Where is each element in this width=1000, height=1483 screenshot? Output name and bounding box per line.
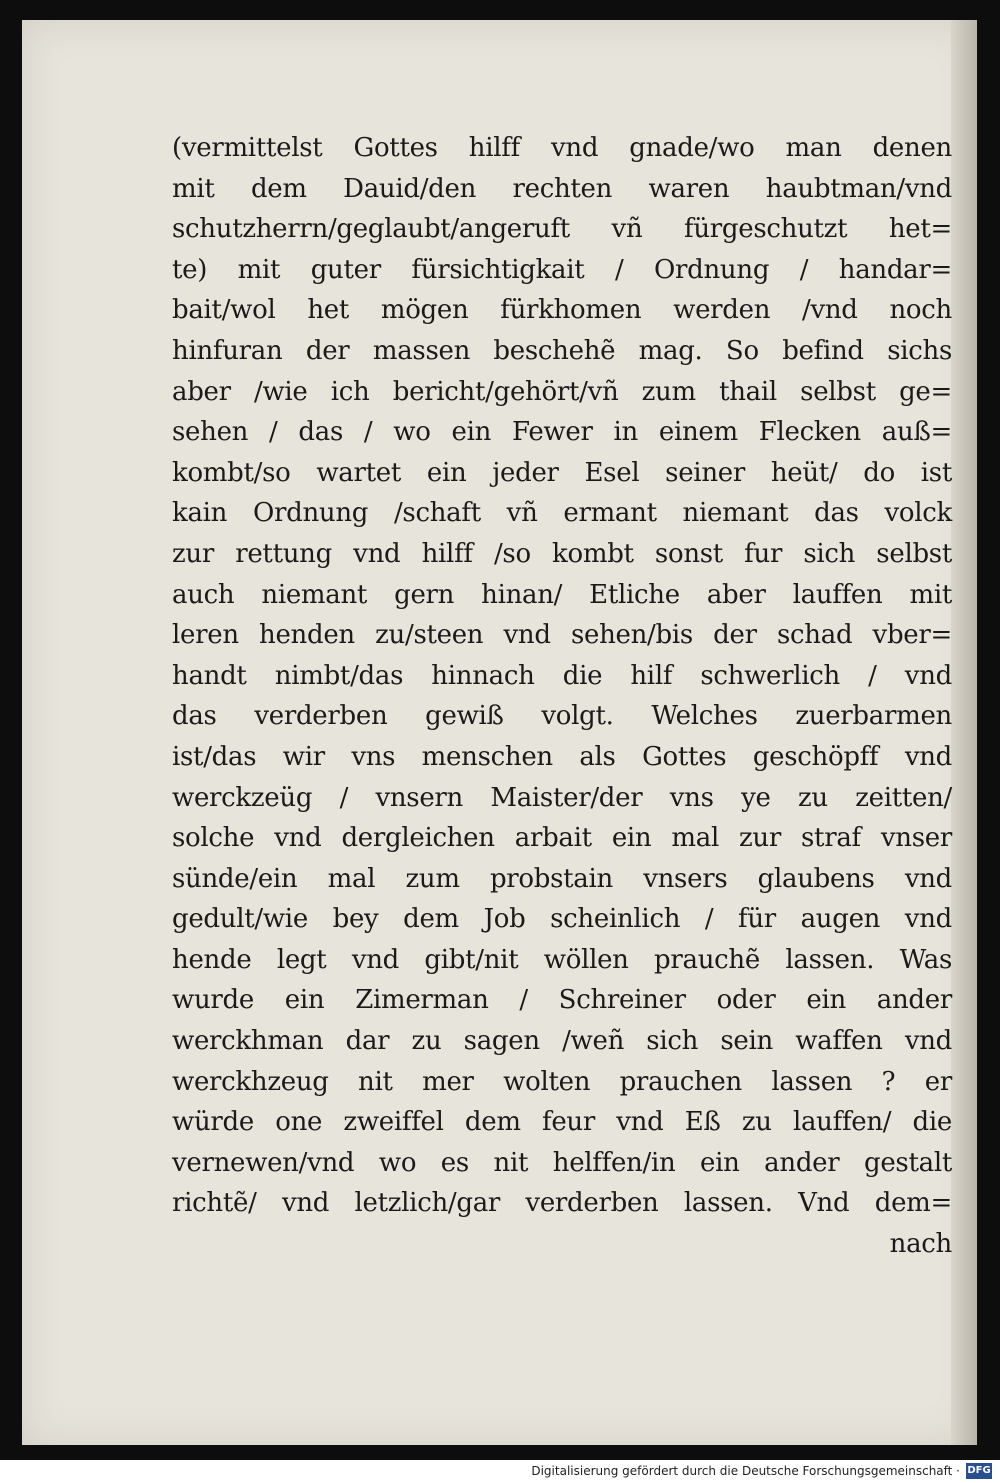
- text-line: ist/das wir vns menschen als Gottes geschöpff vnd: [172, 741, 952, 772]
- text-line: sünde/ein mal zum probstain vnsers glaubens vnd: [172, 863, 952, 894]
- page-gutter: [951, 20, 977, 1445]
- text-line: leren henden zu/steen vnd sehen/bis der schad vber=: [172, 620, 952, 651]
- text-line: kain Ordnung /schaft vñ ermant niemant das volck: [172, 498, 952, 529]
- text-line: hinfuran der massen beschehẽ mag. So befind sichs: [172, 335, 952, 366]
- text-line: werckzeüg / vnsern Maister/der vns ye zu zeitten/: [172, 782, 952, 813]
- text-line: solche vnd dergleichen arbait ein mal zur straf vnser: [172, 823, 952, 854]
- text-line: werckhman dar zu sagen /weñ sich sein waffen vnd: [172, 1026, 952, 1057]
- text-line: kombt/so wartet ein jeder Esel seiner heüt/ do ist: [172, 457, 952, 488]
- funding-credit: Digitalisierung gefördert durch die Deutsche Forschungsgemeinschaft ·: [531, 1464, 960, 1478]
- text-block: [172, 128, 952, 1265]
- text-line: schutzherrn/geglaubt/angeruft vñ fürgeschutzt het=: [172, 214, 952, 245]
- text-line: gedult/wie bey dem Job scheinlich / für augen vnd: [172, 904, 952, 935]
- text-line: bait/wol het mögen fürkhomen werden /vnd noch: [172, 295, 952, 326]
- footer-bar: [0, 1460, 1000, 1483]
- text-line: (vermittelst Gottes hilff vnd gnade/wo man denen: [172, 133, 952, 163]
- text-line: aber /wie ich bericht/gehört/vñ zum thail selbst ge=: [172, 376, 952, 407]
- text-line: das verderben gewiß volgt. Welches zuerbarmen: [172, 701, 952, 732]
- catchword: nach: [889, 1229, 952, 1260]
- text-line: mit dem Dauid/den rechten waren haubtman/vnd: [172, 173, 952, 204]
- book-page: [22, 20, 977, 1445]
- text-line: werckhzeug nit mer wolten prauchen lassen ? er: [172, 1066, 952, 1097]
- text-line: sehen / das / wo ein Fewer in einem Flecken auß=: [172, 417, 952, 448]
- dfg-logo: DFG: [966, 1463, 992, 1479]
- text-line: würde one zweiffel dem feur vnd Eß zu lauffen/ die: [172, 1107, 952, 1138]
- text-line: wurde ein Zimerman / Schreiner oder ein ander: [172, 985, 952, 1016]
- text-line: vernewen/vnd wo es nit helffen/in ein ander gestalt: [172, 1147, 952, 1178]
- text-line: richtẽ/ vnd letzlich/gar verderben lassen. Vnd dem=: [172, 1188, 952, 1219]
- text-line: auch niemant gern hinan/ Etliche aber lauffen mit: [172, 579, 952, 610]
- text-line: te) mit guter fürsichtigkait / Ordnung / handar=: [172, 254, 952, 285]
- text-line: zur rettung vnd hilff /so kombt sonst fur sich selbst: [172, 538, 952, 569]
- text-line: handt nimbt/das hinnach die hilf schwerlich / vnd: [172, 660, 952, 691]
- text-line: hende legt vnd gibt/nit wöllen prauchẽ lassen. Was: [172, 944, 952, 975]
